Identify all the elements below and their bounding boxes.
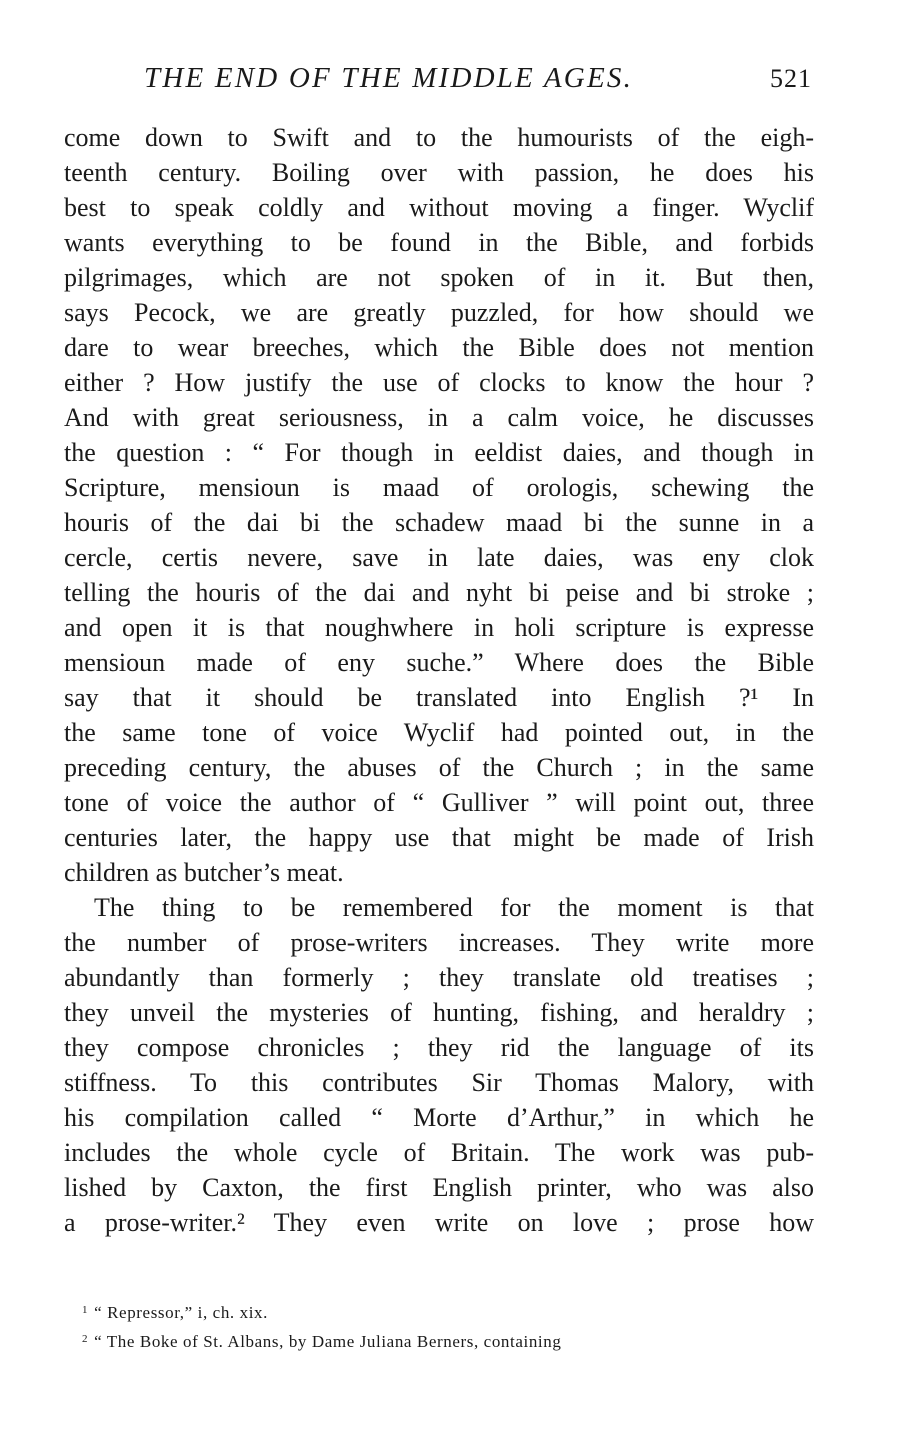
body-text <box>64 120 814 1240</box>
text-line: The thing to be remembered for the moment is that <box>94 893 814 922</box>
text-line: the question : “ For though in eeldist daies, and though in <box>64 438 814 467</box>
text-line: mensioun made of eny suche.” Where does the Bible <box>64 648 814 677</box>
footnote-text: “ Repressor,” i, ch. xix. <box>94 1303 268 1322</box>
text-line: his compilation called “ Morte d’Arthur,” in which he <box>64 1103 814 1132</box>
text-line: includes the whole cycle of Britain. The work was pub- <box>64 1138 814 1167</box>
text-line: And with great seriousness, in a calm voice, he discusses <box>64 403 814 432</box>
text-line: they compose chronicles ; they rid the language of its <box>64 1033 814 1062</box>
footnotes <box>64 1296 814 1354</box>
paragraph-2 <box>64 890 814 1240</box>
footnote-marker: 2 <box>82 1333 89 1345</box>
text-line: tone of voice the author of “ Gulliver ” will point out, three <box>64 788 814 817</box>
text-line: the same tone of voice Wyclif had pointed out, in the <box>64 718 814 747</box>
text-line: dare to wear breeches, which the Bible does not mention <box>64 333 814 362</box>
text-line: a prose-writer.² They even write on love ; prose how <box>64 1208 814 1237</box>
text-line: preceding century, the abuses of the Church ; in the same <box>64 753 814 782</box>
text-line: they unveil the mysteries of hunting, fishing, and heraldry ; <box>64 998 814 1027</box>
text-line: telling the houris of the dai and nyht bi peise and bi stroke ; <box>64 578 814 607</box>
footnote-1 <box>64 1296 814 1325</box>
text-line: the number of prose-writers increases. They write more <box>64 928 814 957</box>
footnote-text: “ The Boke of St. Albans, by Dame Juliana Berners, containing <box>94 1332 562 1351</box>
text-line: say that it should be translated into English ?¹ In <box>64 683 814 712</box>
paragraph-1 <box>64 120 814 890</box>
footnote-2 <box>64 1325 814 1354</box>
text-line: houris of the dai bi the schadew maad bi the sunne in a <box>64 508 814 537</box>
footnote-marker: 1 <box>82 1304 89 1316</box>
text-line: Scripture, mensioun is maad of orologis, schewing the <box>64 473 814 502</box>
text-line: children as butcher’s meat. <box>64 858 344 887</box>
text-line: either ? How justify the use of clocks to know the hour ? <box>64 368 814 397</box>
text-line: lished by Caxton, the first English printer, who was also <box>64 1173 814 1202</box>
text-line: cercle, certis nevere, save in late daies, was eny clok <box>64 543 814 572</box>
text-line: best to speak coldly and without moving a finger. Wyclif <box>64 193 814 222</box>
running-title: THE END OF THE MIDDLE AGES. <box>144 62 634 94</box>
running-head <box>64 62 814 102</box>
page-number: 521 <box>770 64 812 93</box>
text-line: wants everything to be found in the Bible, and forbids <box>64 228 814 257</box>
text-line: and open it is that noughwhere in holi scripture is expresse <box>64 613 814 642</box>
text-line: stiffness. To this contributes Sir Thomas Malory, with <box>64 1068 814 1097</box>
text-line: teenth century. Boiling over with passion, he does his <box>64 158 814 187</box>
text-line: says Pecock, we are greatly puzzled, for how should we <box>64 298 814 327</box>
text-line: abundantly than formerly ; they translate old treatises ; <box>64 963 814 992</box>
text-line: come down to Swift and to the humourists of the eigh- <box>64 123 814 152</box>
book-page <box>64 0 814 1435</box>
text-line: centuries later, the happy use that might be made of Irish <box>64 823 814 852</box>
text-line: pilgrimages, which are not spoken of in it. But then, <box>64 263 814 292</box>
